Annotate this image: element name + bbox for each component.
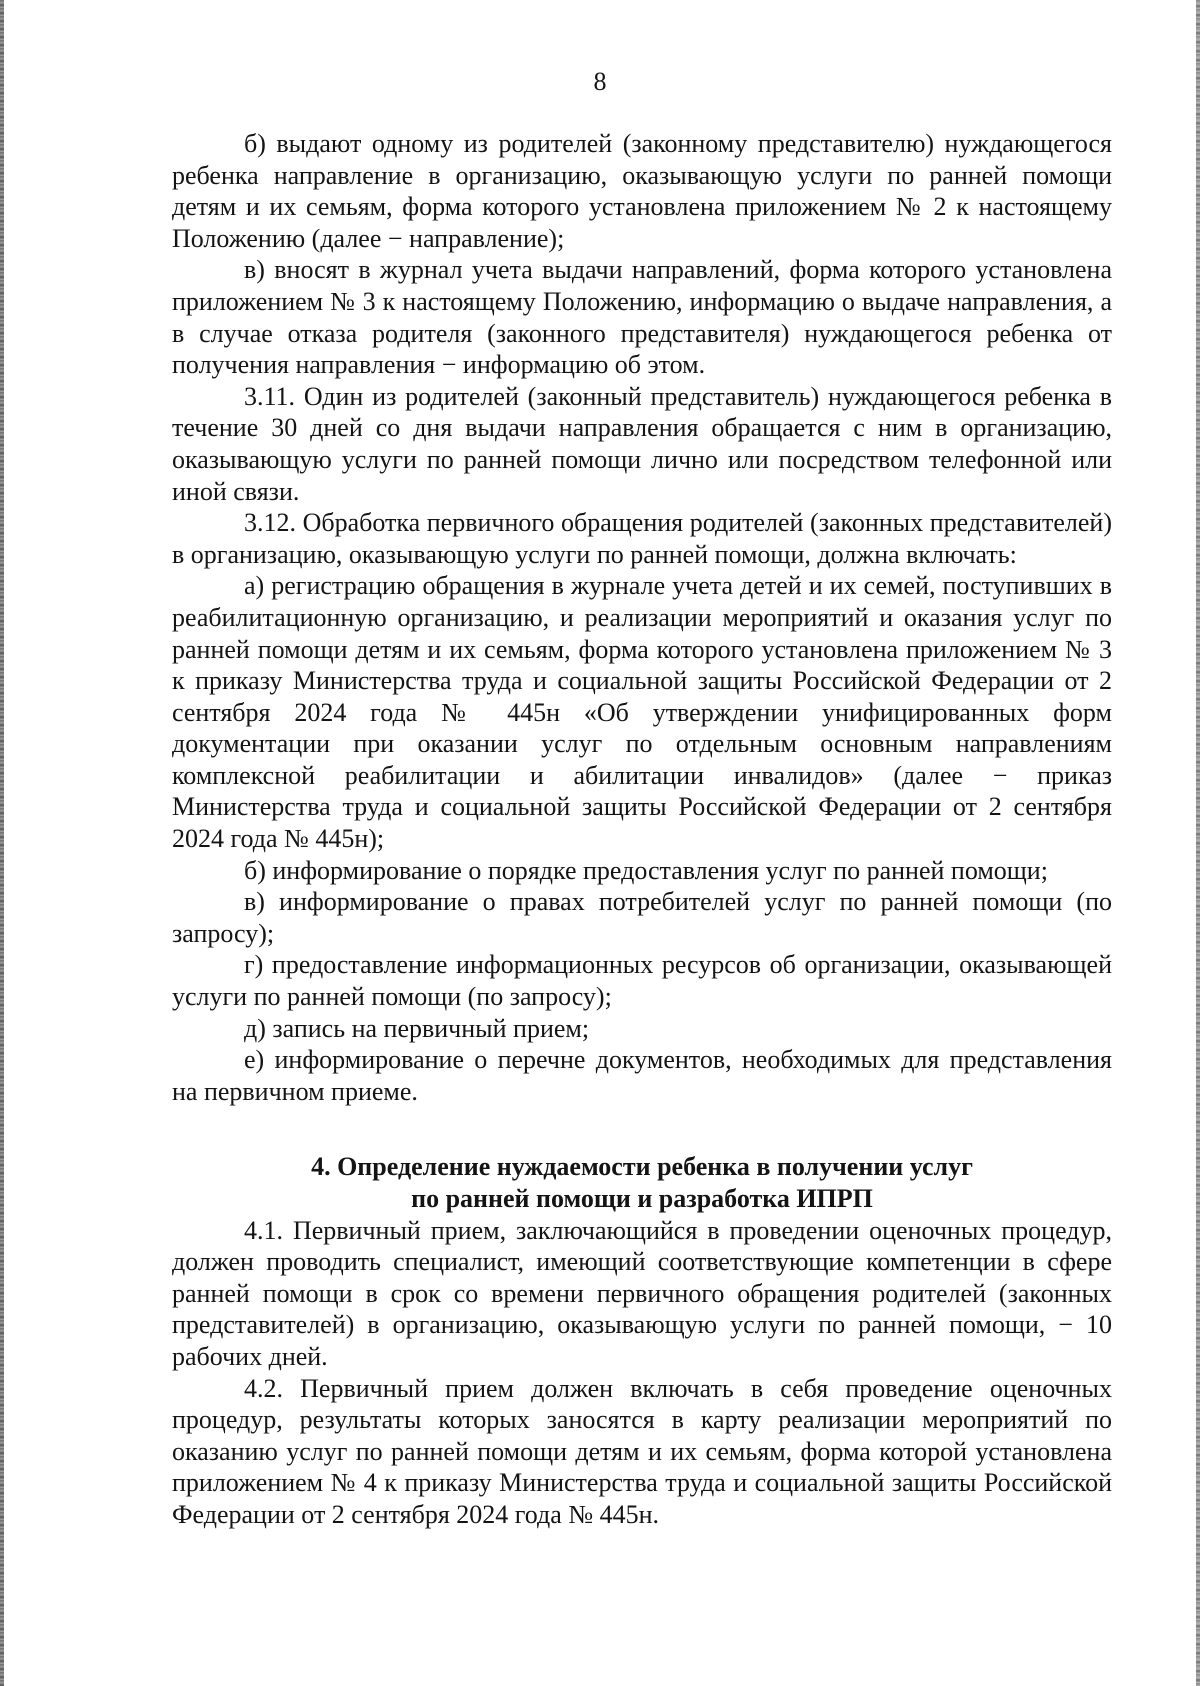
section-4-heading	[172, 1151, 1112, 1214]
paragraph-3-12-v: в) информирование о правах потребителей услуг по ранней помощи (по запросу);	[172, 887, 1112, 948]
scan-edge-left	[0, 0, 4, 1686]
paragraph-3-12-d: д) запись на первичный прием;	[244, 1013, 590, 1043]
paragraph-3-12-g: г) предоставление информационных ресурсов об организации, оказывающей услуги по ранней помощи (по запросу);	[172, 950, 1112, 1012]
paragraph-3-12-b: б) информирование о порядке предоставления услуг по ранней помощи;	[244, 855, 1048, 885]
paragraph-4-1: 4.1. Первичный прием, заключающийся в проведении оценочных процедур, должен проводить специалист, имеющий соответствующие компетенции в сфере ранней помощи в срок со времени первичного обращения родителей (законных представителей) в организацию, оказывающую услуги по ранней помощи, − 10 рабочих дней.	[172, 1215, 1112, 1371]
section-4-heading-line-1: 4. Определение нуждаемости ребенка в получении услуг	[311, 1152, 973, 1182]
document-body	[172, 128, 1112, 1531]
paragraph-3-11: 3.11. Один из родителей (законный представитель) нуждающегося ребенка в течение 30 дней со дня выдачи направления обращается с ним в организацию, оказывающую услуги по ранней помощи лично или посредством телефонной или иной связи.	[172, 381, 1112, 506]
paragraph-4-2: 4.2. Первичный прием должен включать в себя проведение оценочных процедур, результаты которых заносятся в карту реализации мероприятий по оказанию услуг по ранней помощи детям и их семьям, форма которой установлена приложением № 4 к приказу Министерства труда и социальной защиты Российской Федерации от 2 сентября 2024 года № 445н.	[172, 1373, 1112, 1529]
paragraph-3-10-b: б) выдают одному из родителей (законному представителю) нуждающегося ребенка направление в организацию, оказывающую услуги по ранней помощи детям и их семьям, форма которого установлена приложением № 2 к настоящему Положению (далее − направление);	[172, 129, 1112, 253]
scan-edge-right	[1196, 0, 1200, 1686]
paragraph-3-12-e: е) информирование о перечне документов, необходимых для представления на первичном приеме.	[172, 1045, 1112, 1106]
paragraph-3-10-v: в) вносят в журнал учета выдачи направлений, форма которого установлена приложением № 3 к настоящему Положению, информацию о выдаче направления, а в случае отказа родителя (законного представителя) нуждающегося ребенка от получения направления − информацию об этом.	[172, 255, 1112, 380]
paragraph-3-12: 3.12. Обработка первичного обращения родителей (законных представителей) в организацию, оказывающую услуги по ранней помощи, должна включать:	[172, 508, 1112, 569]
section-4-heading-line-2: по ранней помощи и разработка ИПРП	[411, 1184, 873, 1213]
page-number: 8	[593, 67, 607, 96]
paragraph-3-12-a: а) регистрацию обращения в журнале учета детей и их семей, поступивших в реабилитационную организацию, и реализации мероприятий и оказания услуг по ранней помощи детям и их семьям, форма которого установлена приложением № 3 к приказу Министерства труда и социальной защиты Российской Федерации от 2 сентября 2024 года № 445н «Об утверждении унифицированных форм документации при оказании услуг по отдельным основным направлениям комплексной реабилитации и абилитации инвалидов» (далее − приказ Министерства труда и социальной защиты Российской Федерации от 2 сентября 2024 года № 445н);	[172, 571, 1112, 854]
